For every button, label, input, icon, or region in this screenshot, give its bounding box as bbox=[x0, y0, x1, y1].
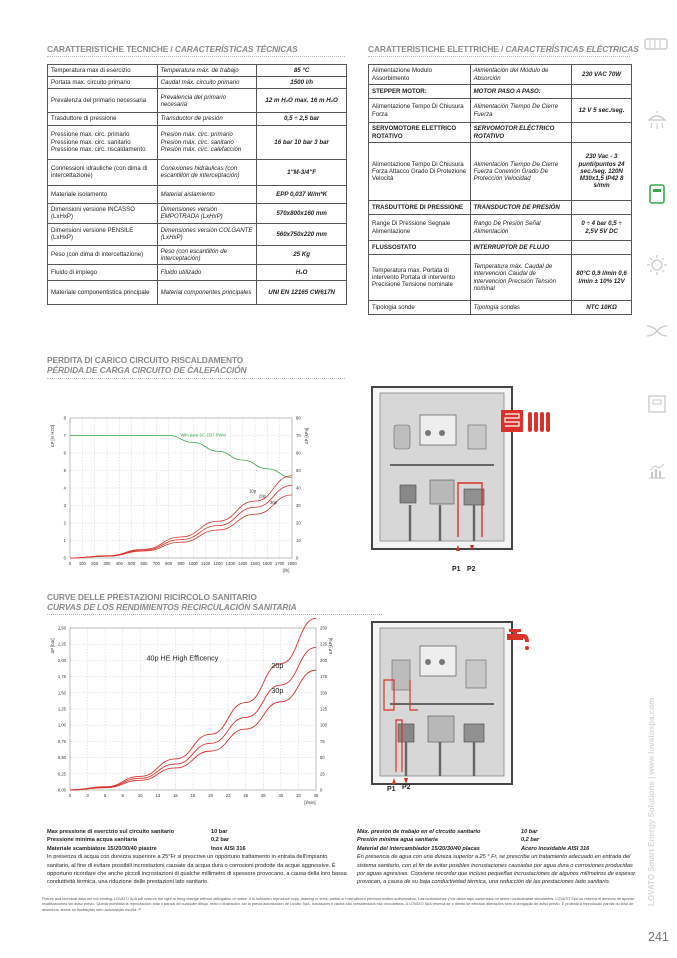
x-tick-label: 300 bbox=[103, 561, 111, 566]
divider bbox=[47, 378, 345, 379]
spec-value: 1"M-3/4"F bbox=[257, 159, 347, 185]
x-tick-label: 30 bbox=[278, 793, 284, 798]
spec-value: 230 Vac - 3 punti/puntos 24 sec./seg. 120N M30x1,5 IP42 8 s/mm bbox=[572, 143, 632, 201]
x-tick-label: 33 bbox=[296, 793, 301, 798]
spec-label-it: FLUSSOSTATO bbox=[369, 241, 471, 255]
x-tick-label: 900 bbox=[177, 561, 185, 566]
spec-label-es: Tipología sondas bbox=[470, 301, 572, 315]
spec-label-it: Temperatura max di esercizio bbox=[48, 65, 158, 77]
spec-line-key: Presión mínima agua sanitaria bbox=[357, 837, 438, 844]
x-tick-label: 5 bbox=[103, 793, 107, 798]
spec-line-value: 0,2 bar bbox=[521, 837, 540, 844]
spec-label-it: Materiale componentistica principale bbox=[48, 281, 158, 305]
module-diagram-heating bbox=[370, 385, 515, 560]
spec-label-es: Transductor de presión bbox=[157, 113, 257, 125]
spec-line bbox=[357, 836, 637, 844]
y-tick-label: 3 bbox=[63, 503, 66, 508]
spec-line-value: Inox AISI 316 bbox=[211, 845, 246, 852]
spec-value: EPP 0,037 W/m*K bbox=[257, 185, 347, 203]
spec-label-es: Dimensiones versión COLGANTE (LxHxP) bbox=[157, 223, 257, 245]
spec-line-value: 10 bar bbox=[211, 829, 228, 835]
y2-tick-label: 75 bbox=[320, 738, 325, 744]
elec-row bbox=[369, 99, 632, 123]
spec-label-es: Temperatura máx. Caudal de intervención Caudal de intervención Precisión Tensión nominal bbox=[470, 255, 572, 301]
elec-row bbox=[369, 241, 632, 255]
elec-row bbox=[369, 143, 632, 201]
x-tick-label: 1200 bbox=[213, 561, 223, 566]
spec-value: H₂O bbox=[257, 265, 347, 281]
x-tick-label: 800 bbox=[165, 561, 173, 566]
x-tick-label: 13 bbox=[155, 793, 161, 798]
y2-tick-label: 60 bbox=[296, 450, 301, 456]
spec-label-es: Caudal máx. circuito primario bbox=[157, 77, 257, 89]
spec-line-key: Máx. presión de trabajo en el circuito sanitario bbox=[357, 829, 481, 835]
x-axis-label: [l/min] bbox=[304, 800, 316, 805]
y2-tick-label: 80 bbox=[296, 415, 301, 421]
spec-value: UNI EN 12165 CW617N bbox=[257, 281, 347, 305]
y2-tick-label: 50 bbox=[296, 468, 301, 473]
y-tick-label: 7 bbox=[63, 433, 66, 438]
sun-icon bbox=[646, 254, 668, 276]
tech-row bbox=[48, 113, 347, 125]
x-tick-label: 15 bbox=[173, 793, 178, 798]
tech-row bbox=[48, 203, 347, 223]
y-tick-label: 4 bbox=[63, 485, 66, 491]
spec-line-value: Acero inoxidable AISI 316 bbox=[521, 845, 590, 852]
module-diagram-dhw bbox=[370, 620, 515, 795]
spec-value: 230 VAC 70W bbox=[572, 65, 632, 85]
spec-line-key: Materiale scambiatore 15/20/30/40 piastre bbox=[47, 845, 157, 852]
spec-value: 560x750x220 mm bbox=[257, 223, 347, 245]
spec-line bbox=[47, 836, 347, 844]
tech-row bbox=[48, 125, 347, 159]
x-tick-label: 1700 bbox=[275, 561, 285, 566]
series-label-20p: 20p bbox=[271, 661, 284, 671]
spec-label-it: Pressione max. circ. primario Pressione max. circ. sanitario Pressione max. circ. riscaldamento bbox=[48, 125, 158, 159]
y-tick-label: 0 bbox=[63, 555, 66, 561]
electrical-spec-table bbox=[368, 64, 632, 315]
x-tick-label: 1500 bbox=[250, 561, 260, 566]
series-line-wilo-para-sc-15-7-pwm bbox=[70, 436, 292, 478]
legal-disclaimer: Picture and technical data are not binding. LOVATO SpA will reserve the right to bring change without obbligation of notice. It is forbidden reproduce copy, drawing or texts, partial or total without previous written authorization. Las ilustraciones y los datos aquí contenidos no deben considerarse vinculantes. LOVATO SpA se reserva el derecho de aportar modificaciones sin aviso previo. Queda prohibida la reproducción total o parcial de cualquier dibujo, texto o ilustración, sin la previa autorización de Lovato SpA. Ilustrações e dados são considerados não vinculativos. A LOVATO SpA reserva-se o direito de efectuar alterações sem a obrigação de aviso prévio. É proibida a reprodução parcial ou total de desenhos, textos ou ilustrações sem autorização escrita. P bbox=[42, 897, 635, 912]
spec-line bbox=[357, 828, 637, 836]
p2-label: P2 bbox=[467, 566, 476, 573]
spec-label-it: Prevalenza del primario necessaria bbox=[48, 89, 158, 113]
spec-label-it: Portata max. circuito primario bbox=[48, 77, 158, 89]
page-number: 241 bbox=[648, 930, 669, 944]
spec-label-it: Tipologia sonde bbox=[369, 301, 471, 315]
spec-label-it: Materiale isolamento bbox=[48, 185, 158, 203]
spec-line bbox=[47, 828, 347, 836]
x-tick-label: 0 bbox=[68, 561, 72, 566]
y-tick-label: 0,00 bbox=[57, 787, 66, 793]
spec-label-it: Dimensioni versione INCASSO (LxHxP) bbox=[48, 203, 158, 223]
spec-label-es: SERVOMOTOR ELÉCTRICO ROTATIVO bbox=[470, 123, 572, 143]
spec-value: 80°C 0,9 l/min 0,6 l/min ± 10% 12V bbox=[572, 255, 632, 301]
spec-label-es: Alimentación Tiempo De Cierre Fuerza bbox=[470, 99, 572, 123]
y-tick-label: 2,50 bbox=[57, 625, 66, 631]
pipe-icon bbox=[645, 322, 669, 340]
series-label-20p: 20p bbox=[258, 493, 266, 499]
spec-value: 0 ÷ 4 bar 0,5 ÷ 2,5V 5V DC bbox=[572, 215, 632, 241]
dhw-notes-it bbox=[47, 828, 347, 887]
spec-label-es: INTERRUPTOR DE FLUJO bbox=[470, 241, 572, 255]
y2-axis-label: ΔP [kPa] bbox=[328, 637, 333, 655]
spec-label-es: Presión máx. circ. primario Presión máx. circ. sanitario Presión máx. circ. calefacción bbox=[157, 125, 257, 159]
spec-line-key: Material del intercambiador 15/20/30/40 placas bbox=[357, 845, 480, 852]
tech-row bbox=[48, 89, 347, 113]
spec-label-es: Rango De Presión Señal Alimentación bbox=[470, 215, 572, 241]
x-tick-label: 500 bbox=[128, 561, 136, 566]
series-label-10p: 10p bbox=[249, 488, 257, 494]
tech-spec-table bbox=[47, 64, 347, 305]
p1b-label: P1 bbox=[387, 786, 396, 793]
spec-value: 85 °C bbox=[257, 65, 347, 77]
y-tick-label: 1,50 bbox=[57, 690, 66, 696]
spec-label-es: Temperatura máx. de trabajo bbox=[157, 65, 257, 77]
spec-label-it: Range Di Pressione Segnale Alimentazione bbox=[369, 215, 471, 241]
spec-value: 12 V 5 sec./seg. bbox=[572, 99, 632, 123]
spec-value: 570x800x160 mm bbox=[257, 203, 347, 223]
spec-label-it: Alimentazione Tempo Di Chiusura Forza Attacco Grado Di Protezione Velocità bbox=[369, 143, 471, 201]
x-tick-label: 400 bbox=[115, 561, 123, 566]
x-tick-label: 1400 bbox=[238, 561, 248, 566]
y-tick-label: 1,75 bbox=[57, 674, 66, 680]
y-tick-label: 2,25 bbox=[57, 641, 66, 647]
elec-section-title: CARATTERISTICHE ELETTRICHE / CARACTERÍSTICAS ELÉCTRICAS bbox=[368, 44, 639, 54]
tech-row bbox=[48, 159, 347, 185]
x-tick-label: 25 bbox=[243, 793, 249, 798]
spec-label-es: Alimentación Tiempo De Cierre Fuerza Conexión Grado De Protección Velocidad bbox=[470, 143, 572, 201]
module-icon bbox=[648, 183, 666, 205]
elec-row bbox=[369, 85, 632, 99]
dhw-notes-es bbox=[357, 828, 637, 887]
spec-value: 1500 l/h bbox=[257, 77, 347, 89]
tech-row bbox=[48, 265, 347, 281]
y2-tick-label: 40 bbox=[296, 485, 301, 491]
spec-label-it: Alimentazione Tempo Di Chiusura Forza bbox=[369, 99, 471, 123]
elec-row bbox=[369, 65, 632, 85]
spec-label-es: Dimensiones versión EMPOTRADA (LxHxP) bbox=[157, 203, 257, 223]
x-tick-label: 35 bbox=[313, 793, 319, 798]
spec-label-es: Material aislamiento bbox=[157, 185, 257, 203]
x-tick-label: 1000 bbox=[188, 561, 198, 566]
y2-tick-label: 30 bbox=[296, 503, 301, 508]
y2-tick-label: 125 bbox=[320, 706, 327, 712]
tech-row bbox=[48, 245, 347, 264]
spec-label-es: Peso (con escantillón de interceptación) bbox=[157, 245, 257, 264]
elec-row bbox=[369, 123, 632, 143]
x-tick-label: 700 bbox=[152, 561, 160, 566]
divider bbox=[47, 56, 345, 57]
y-axis-label: ΔP [bar] bbox=[50, 638, 55, 654]
x-tick-label: 8 bbox=[121, 793, 124, 798]
spec-label-it: Fluido di impiego bbox=[48, 265, 158, 281]
spec-line-value: 0,2 bar bbox=[211, 837, 230, 844]
y2-axis-label: ΔP [kPa] bbox=[304, 427, 309, 445]
elec-row bbox=[369, 301, 632, 315]
tech-row bbox=[48, 281, 347, 305]
series-annotation-40p: 40p HE High Efficency bbox=[146, 653, 219, 663]
spec-label-es: TRANSDUCTOR DE PRESIÓN bbox=[470, 201, 572, 215]
x-tick-label: 1300 bbox=[225, 561, 235, 566]
y-tick-label: 2 bbox=[63, 520, 66, 526]
spec-label-es: Conexiones hidráulicas (con escantillón de interceptación) bbox=[157, 159, 257, 185]
x-tick-label: 3 bbox=[86, 793, 89, 798]
spec-label-it: TRASDUTTORE DI PRESSIONE bbox=[369, 201, 471, 215]
spec-label-it: SERVOMOTORE ELETTRICO ROTATIVO bbox=[369, 123, 471, 143]
y2-tick-label: 20 bbox=[296, 520, 301, 526]
spec-label-es: Prevalencia del primario necesaria bbox=[157, 89, 257, 113]
spec-label-es: Material componentes principales bbox=[157, 281, 257, 305]
p1-label: P1 bbox=[452, 566, 461, 573]
spec-line-value: 10 bar bbox=[521, 829, 538, 835]
x-axis-label: [l/h] bbox=[282, 568, 290, 573]
y-tick-label: 1,00 bbox=[57, 722, 66, 728]
spec-label-it: Trasduttore di pressione bbox=[48, 113, 158, 125]
y-tick-label: 1,25 bbox=[57, 706, 66, 712]
heating-pressure-drop-chart bbox=[40, 410, 310, 580]
heating-chart-title: PERDITA DI CARICO CIRCUITO RISCALDAMENTO PÉRDIDA DE CARGA CIRCUITO DE CALEFACCIÓN bbox=[47, 355, 247, 375]
y-tick-label: 0,75 bbox=[57, 738, 66, 744]
spec-line-key: Pressione minima acqua sanitaria bbox=[47, 837, 138, 844]
x-tick-label: 1800 bbox=[287, 561, 297, 566]
y2-tick-label: 225 bbox=[320, 641, 327, 647]
spec-line bbox=[47, 845, 347, 853]
y2-tick-label: 25 bbox=[320, 771, 325, 777]
y-tick-label: 6 bbox=[63, 450, 66, 456]
y-tick-label: 0,50 bbox=[57, 755, 66, 761]
x-tick-label: 1600 bbox=[262, 561, 272, 566]
water-tap-icon bbox=[505, 628, 531, 652]
spec-label-it: Connessioni idrauliche (con dima di intercettazione) bbox=[48, 159, 158, 185]
spec-line-key: Max pressione di esercizio sul circuito sanitario bbox=[47, 829, 175, 835]
tech-row bbox=[48, 65, 347, 77]
spec-value bbox=[572, 201, 632, 215]
series-label-wilo: Wilo para SC 15/7 PWM bbox=[180, 432, 226, 438]
x-tick-label: 23 bbox=[225, 793, 231, 798]
radiator-floor-icon bbox=[500, 408, 555, 438]
y-tick-label: 8 bbox=[63, 415, 66, 421]
spec-label-es: MOTOR PASO A PASO: bbox=[470, 85, 572, 99]
spec-label-it: STEPPER MOTOR: bbox=[369, 85, 471, 99]
x-tick-label: 20 bbox=[208, 793, 213, 798]
tech-section-title: CARATTERISTICHE TECNICHE / CARACTERÍSTICAS TÉCNICAS bbox=[47, 44, 298, 54]
y2-tick-label: 150 bbox=[320, 690, 327, 696]
y2-tick-label: 250 bbox=[320, 625, 327, 631]
dhw-recirculation-chart bbox=[40, 620, 340, 820]
dhw-note-text-es: En presencia de agua con una dureza superior a 25 ° Fr, se prescribe un tratamiento adecuado en entrada del sistema sanitario, con el fin de evitar posibles incrustaciones causadas por agua dura o corrosiones producidas por aguas agresivas. Conviene recordar que incluso pequeñas incrustaciones de algunos milímetros de espesor provocan, a causa de su baja conductividad térmica, una reducción de las prestaciones lado sanitario. bbox=[357, 854, 636, 886]
spec-value bbox=[572, 241, 632, 255]
spec-value: 12 m H₂O max. 16 m H₂O bbox=[257, 89, 347, 113]
elec-row bbox=[369, 201, 632, 215]
y2-tick-label: 50 bbox=[320, 755, 325, 761]
spec-label-it: Alimentazione Modulo Assorbimento bbox=[369, 65, 471, 85]
x-tick-label: 18 bbox=[190, 793, 196, 798]
spec-label-es: Fluido utilizado bbox=[157, 265, 257, 281]
divider bbox=[47, 614, 382, 615]
spec-label-it: Peso (con dima di intercettazione) bbox=[48, 245, 158, 264]
tech-row bbox=[48, 185, 347, 203]
spec-label-it: Temperatura max. Portata di intervento Portata di intervento Precisione Tensione nominale bbox=[369, 255, 471, 301]
y-tick-label: 0,25 bbox=[57, 771, 66, 777]
y2-tick-label: 200 bbox=[320, 657, 327, 663]
spec-value bbox=[572, 85, 632, 99]
tech-row bbox=[48, 77, 347, 89]
x-tick-label: 10 bbox=[137, 793, 143, 798]
spec-value: 16 bar 10 bar 3 bar bbox=[257, 125, 347, 159]
y2-tick-label: 0 bbox=[320, 787, 323, 793]
spec-label-it: Dimensioni versione PENSILE (LxHxP) bbox=[48, 223, 158, 245]
chart-icon bbox=[647, 462, 667, 480]
spec-line bbox=[357, 845, 637, 853]
x-tick-label: 200 bbox=[91, 561, 99, 566]
spec-value: 25 Kg bbox=[257, 245, 347, 264]
dhw-note-text-it: In presenza di acqua con durezza superiore a 25°Fr si prescrive un opportuno trattamento in entrata dell'impianto sanitario, al fine di evitare possibili incrostazioni causate da acqua dura o corrosioni prodotte da acque aggressive. È opportuno ricordare che anche piccoli incrostazioni di qualche millimetro di spessore provocano, a causa della loro bassa conduttività termica, una riduzione delle prestazioni lato sanitario. bbox=[47, 854, 347, 886]
spec-label-es: Alimentación del Módulo de Absorción bbox=[470, 65, 572, 85]
brand-vertical-text: LOVATO Smart Energy Solutions | www.lovatospa.com bbox=[647, 697, 656, 906]
y2-tick-label: 70 bbox=[296, 433, 301, 438]
y-tick-label: 5 bbox=[63, 468, 66, 473]
y2-tick-label: 175 bbox=[320, 674, 327, 680]
y-tick-label: 1 bbox=[63, 538, 66, 543]
boiler-icon bbox=[647, 394, 667, 414]
y2-tick-label: 0 bbox=[296, 555, 299, 561]
x-tick-label: 0 bbox=[68, 793, 72, 798]
elec-row bbox=[369, 255, 632, 301]
shower-icon bbox=[646, 110, 668, 132]
x-tick-label: 1100 bbox=[201, 561, 211, 566]
divider bbox=[368, 56, 630, 57]
x-tick-label: 600 bbox=[140, 561, 148, 566]
series-label-30p: 30p bbox=[270, 499, 277, 505]
tech-row bbox=[48, 223, 347, 245]
x-tick-label: 100 bbox=[78, 561, 86, 566]
dhw-chart-title: CURVE DELLE PRESTAZIONI RICIRCOLO SANITARIO CURVAS DE LOS RENDIMIENTOS RECIRCULACIÓN SANITARIA bbox=[47, 592, 297, 612]
y2-tick-label: 100 bbox=[320, 722, 327, 728]
y-tick-label: 2,00 bbox=[57, 657, 66, 663]
y-axis-label: ΔP [m H2O] bbox=[50, 424, 55, 448]
series-label-30p: 30p bbox=[271, 685, 284, 695]
y2-tick-label: 10 bbox=[296, 538, 301, 543]
spec-value bbox=[572, 123, 632, 143]
spec-value: 0,5 ÷ 2,5 bar bbox=[257, 113, 347, 125]
radiator-icon bbox=[644, 36, 668, 52]
x-tick-label: 28 bbox=[260, 793, 266, 798]
elec-row bbox=[369, 215, 632, 241]
spec-value: NTC 10KΩ bbox=[572, 301, 632, 315]
p2b-label: P2 bbox=[402, 784, 411, 791]
